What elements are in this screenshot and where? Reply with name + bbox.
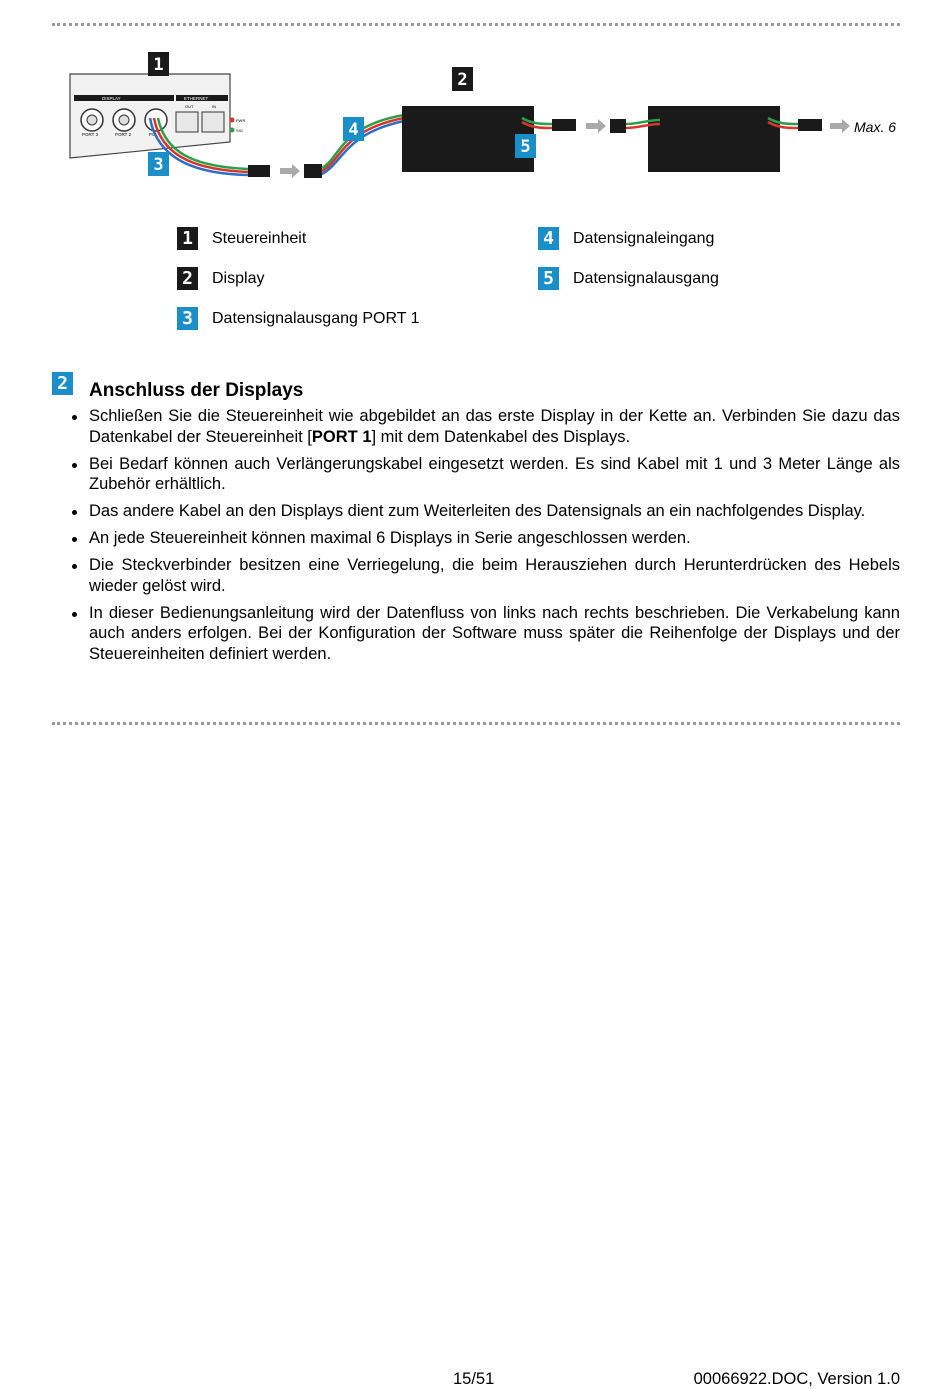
bullet-item: [52, 454, 900, 495]
device-in-label: IN: [212, 104, 216, 109]
connector-plug: [798, 119, 822, 131]
callout-5: 5: [520, 137, 531, 157]
arrow-icon: [280, 164, 300, 178]
top-divider: [52, 23, 900, 26]
bullet-item: [52, 528, 900, 549]
arrow-icon: [586, 119, 606, 133]
bullet-text: Schließen Sie die Steuereinheit wie abgebildet an das erste Display in der Kette an. Verbinden Sie dazu das Datenkabel der Steuereinheit [: [89, 407, 900, 446]
connector-plug: [552, 119, 576, 131]
bullet-text: In dieser Bedienungsanleitung wird der Datenfluss von links nach rechts beschrieben. Die Verkabelung kann auch anders erfolgen. Bei der Konfiguration der Software muss später die Reihenfolge der Displays und der Steuereinheiten definiert werden.: [89, 603, 900, 663]
bullet-text: Bei Bedarf können auch Verlängerungskabel eingesetzt werden. Es sind Kabel mit 1 und 3 Meter Länge als Zubehör erhältlich.: [89, 454, 900, 493]
legend-label: Datensignaleingang: [573, 229, 715, 247]
display-2-illustration: [648, 106, 780, 172]
bullet-item: [52, 603, 900, 665]
device-port3-label: PORT 3: [82, 132, 99, 137]
bottom-divider: [52, 722, 900, 725]
legend-item-4: [538, 227, 714, 250]
connector-socket: [304, 164, 322, 178]
bullet-text: Die Steckverbinder besitzen eine Verriegelung, die beim Herausziehen durch Herunterdrücken des Hebels wieder gelöst wird.: [89, 556, 900, 595]
max-displays-label: Max. 6: [854, 119, 897, 135]
legend-badge: 5: [538, 267, 559, 290]
page-number: 15/51: [453, 1370, 495, 1388]
section-step-badge: 2: [52, 372, 73, 395]
callout-3: 3: [153, 155, 164, 175]
connector-plug: [248, 165, 270, 177]
device-ethernet-label: ETHERNET: [184, 96, 209, 101]
legend-label: Steuereinheit: [212, 229, 307, 247]
legend-badge: 4: [538, 227, 559, 250]
bullet-list: [52, 406, 900, 671]
connector-socket: [610, 119, 626, 133]
callout-4: 4: [348, 120, 359, 140]
device-pwr-label: PWR: [236, 118, 246, 123]
legend-badge: 1: [177, 227, 198, 250]
device-port2-label: PORT 2: [115, 132, 132, 137]
legend-item-2: [177, 267, 264, 290]
bullet-item: [52, 555, 900, 596]
device-port1-label: PO: [149, 132, 156, 137]
legend-badge: 2: [177, 267, 198, 290]
legend-item-1: [177, 227, 306, 250]
bullet-text: Das andere Kabel an den Displays dient zum Weiterleiten des Datensignals an ein nachfolgendes Display.: [89, 502, 866, 520]
bullet-item: [52, 501, 900, 522]
bullet-bold-text: PORT 1: [311, 427, 372, 446]
control-unit-illustration: [70, 74, 245, 158]
device-display-label: DISPLAY: [102, 96, 121, 101]
legend-badge: 3: [177, 307, 198, 330]
bullet-item: [52, 406, 900, 447]
legend-item-3: [177, 307, 420, 330]
legend-label: Datensignalausgang PORT 1: [212, 309, 420, 327]
callout-2: 2: [457, 70, 468, 90]
device-sig-label: SIG: [236, 128, 243, 133]
legend-label: Datensignalausgang: [573, 269, 719, 287]
arrow-icon: [830, 119, 850, 133]
bullet-text: ] mit dem Datenkabel des Displays.: [371, 427, 631, 446]
legend-label: Display: [212, 269, 265, 287]
connection-diagram: [52, 40, 912, 200]
legend-item-5: [538, 267, 719, 290]
document-version: 00066922.DOC, Version 1.0: [693, 1370, 900, 1388]
device-out-label: OUT: [185, 104, 194, 109]
section-title: Anschluss der Displays: [89, 380, 304, 401]
bullet-text: An jede Steuereinheit können maximal 6 Displays in Serie angeschlossen werden.: [89, 529, 691, 547]
callout-1: 1: [153, 55, 164, 75]
display-1-illustration: [402, 106, 534, 172]
